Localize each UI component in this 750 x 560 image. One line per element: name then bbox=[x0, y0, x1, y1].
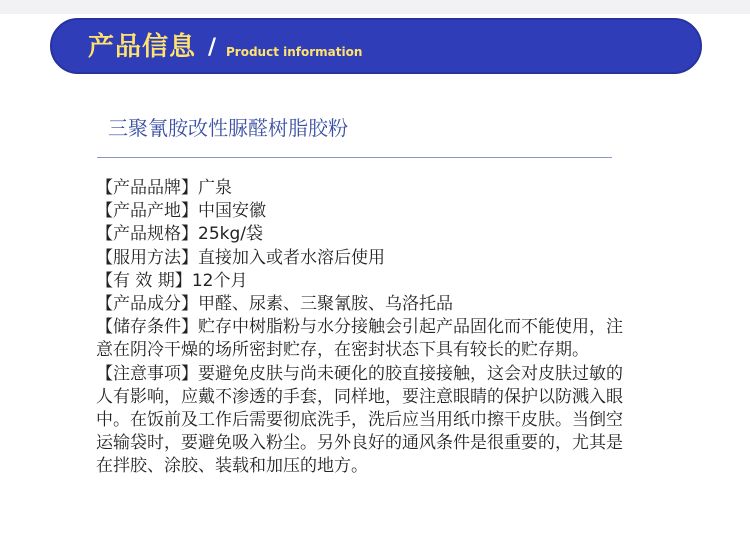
section-header-banner bbox=[50, 18, 702, 74]
info-value: 中国安徽 bbox=[198, 201, 266, 222]
info-value: 12个月 bbox=[191, 270, 248, 291]
product-name: 三聚氰胺改性脲醛树脂胶粉 bbox=[108, 116, 348, 140]
info-label: 【注意事项】 bbox=[96, 363, 198, 384]
section-title: 产品信息 bbox=[88, 32, 197, 62]
top-strip bbox=[0, 0, 750, 14]
info-value: 甲醛、尿素、三聚氰胺、乌洛托品 bbox=[198, 294, 453, 315]
info-value: 25kg/袋 bbox=[198, 224, 263, 245]
info-label: 【产品品牌】 bbox=[96, 178, 198, 198]
info-row-storage bbox=[96, 316, 626, 362]
info-label: 【储存条件】 bbox=[96, 317, 198, 338]
divider bbox=[97, 157, 612, 158]
info-row-usage bbox=[96, 247, 626, 270]
info-value: 直接加入或者水溶后使用 bbox=[198, 247, 385, 268]
info-row-notes bbox=[96, 363, 626, 479]
info-row-brand bbox=[96, 177, 626, 200]
info-value: 广泉 bbox=[198, 178, 232, 198]
title-separator: / bbox=[208, 35, 217, 60]
info-row-spec bbox=[96, 223, 626, 246]
info-label: 【产品规格】 bbox=[96, 224, 198, 245]
info-label: 【有 效 期】 bbox=[96, 270, 192, 291]
info-label: 【产品产地】 bbox=[96, 201, 198, 222]
info-row-validity bbox=[96, 270, 626, 293]
info-row-origin bbox=[96, 200, 626, 223]
info-row-composition bbox=[96, 293, 626, 316]
info-label: 【产品成分】 bbox=[96, 294, 198, 315]
product-info-list bbox=[96, 177, 626, 479]
info-value: 要避免皮肤与尚未硬化的胶直接接触，这会对皮肤过敏的人有影响，应戴不渗透的手套，同样地，要注意眼睛的保护以防溅入眼中。在饭前及工作后需要彻底洗手，洗后应当用纸巾擦干皮肤。当倒空运输袋时，要避免吸入粉尘。另外良好的通风条件是很重要的，尤其是在拌胶、涂胶、装载和加压的地方。 bbox=[96, 363, 623, 477]
info-value: 贮存中树脂粉与水分接触会引起产品固化而不能使用，注意在阴冷干燥的场所密封贮存，在密封状态下具有较长的贮存期。 bbox=[96, 317, 623, 361]
info-label: 【服用方法】 bbox=[96, 247, 198, 268]
section-subtitle: Product information bbox=[226, 45, 363, 59]
